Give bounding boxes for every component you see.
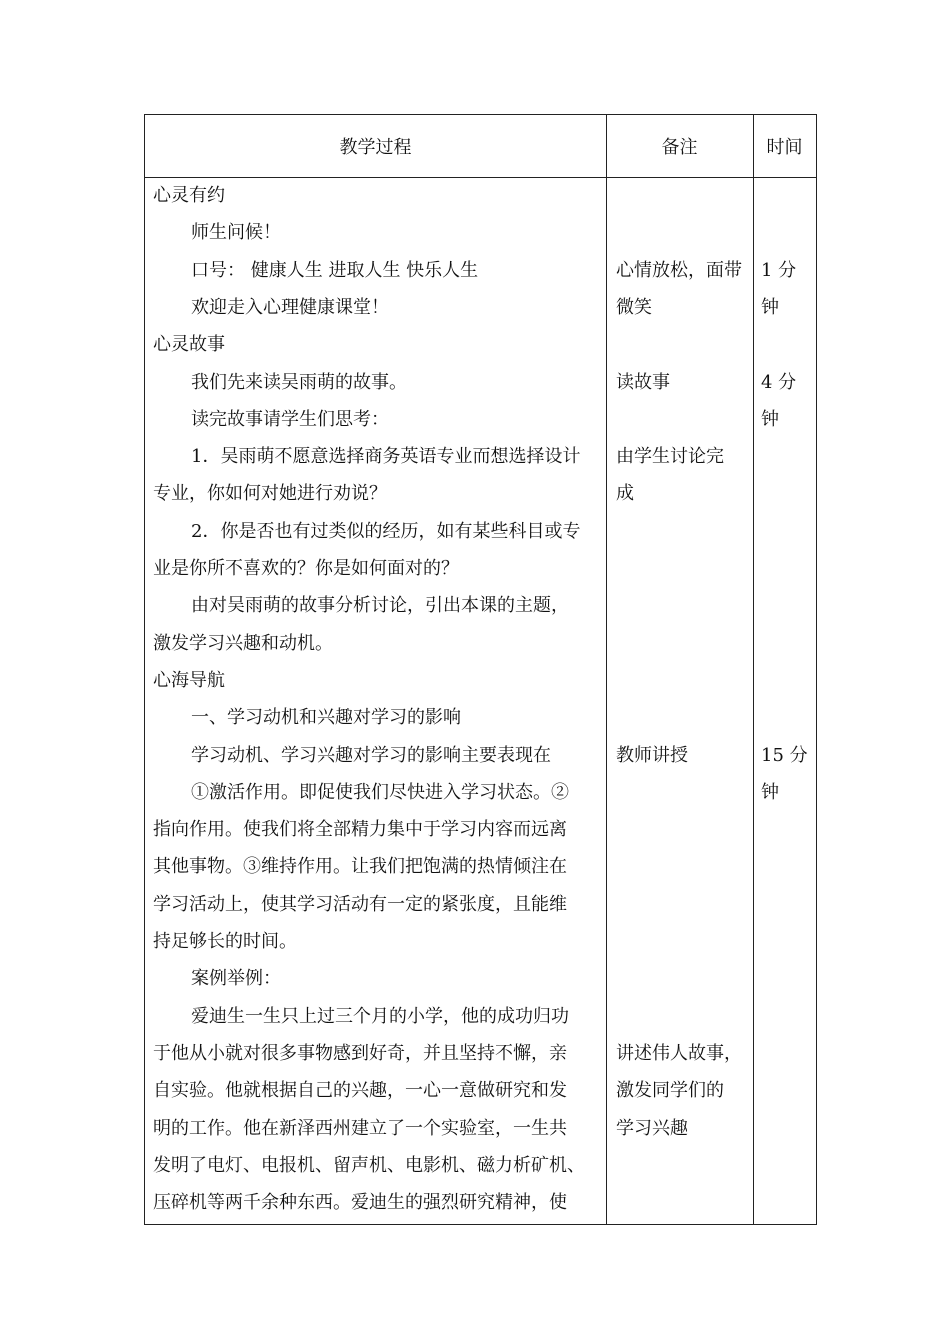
process-line: 1．吴雨萌不愿意选择商务英语专业而想选择设计 [191,446,581,468]
process-line: 读完故事请学生们思考： [191,408,389,430]
process-line: 明的工作。他在新泽西州建立了一个实验室，一生共 [153,1117,567,1139]
notes-line: 微笑 [616,296,652,318]
process-line: 案例举例： [191,968,281,990]
time-line: 15 分 [761,744,808,766]
process-line: 2．你是否也有过类似的经历，如有某些科目或专 [191,520,581,542]
header-time: 时间 [766,137,803,158]
process-line: ①激活作用。即促使我们尽快进入学习状态。② [191,781,569,803]
column-divider-time [753,115,754,1224]
process-line: 压碎机等两千余种东西。爱迪生的强烈研究精神，使 [153,1192,567,1214]
process-line: 欢迎走入心理健康课堂！ [191,296,389,318]
time-line: 钟 [761,296,779,318]
notes-line: 读故事 [616,371,670,393]
process-line: 爱迪生一生只上过三个月的小学，他的成功归功 [191,1005,569,1027]
time-line: 4 分 [761,371,797,393]
notes-line: 学习兴趣 [616,1117,688,1139]
notes-line: 由学生讨论完 [616,446,724,468]
lesson-plan-table [144,114,817,1225]
time-line: 钟 [761,408,779,430]
process-line: 我们先来读吴雨萌的故事。 [191,371,407,393]
process-line: 一、学习动机和兴趣对学习的影响 [191,707,461,729]
process-line: 学习活动上，使其学习活动有一定的紧张度，且能维 [153,893,567,915]
process-line: 心灵有约 [153,185,225,206]
process-line: 由对吴雨萌的故事分析讨论，引出本课的主题， [191,595,569,617]
header-divider [145,177,816,178]
process-line: 口号： 健康人生 进取人生 快乐人生 [191,259,479,281]
process-line: 师生问候！ [191,222,281,244]
process-line: 学习动机、学习兴趣对学习的影响主要表现在 [191,744,551,766]
process-line: 持足够长的时间。 [153,931,297,952]
notes-line: 心情放松，面带 [616,259,742,281]
process-line: 指向作用。使我们将全部精力集中于学习内容而远离 [153,819,567,841]
process-line: 专业，你如何对她进行劝说？ [153,483,387,505]
notes-line: 激发同学们的 [616,1080,724,1102]
process-line: 发明了电灯、电报机、留声机、电影机、磁力析矿机、 [153,1154,585,1176]
time-line: 钟 [761,781,779,803]
notes-line: 讲述伟人故事， [616,1042,742,1064]
process-line: 其他事物。③维持作用。让我们把饱满的热情倾注在 [153,856,567,878]
notes-line: 成 [616,483,634,505]
header-process: 教学过程 [339,137,412,158]
process-line: 心海导航 [153,669,225,691]
notes-line: 教师讲授 [616,744,688,766]
header-notes: 备注 [661,137,698,158]
time-line: 1 分 [761,259,797,281]
process-line: 激发学习兴趣和动机。 [153,632,333,654]
process-line: 于他从小就对很多事物感到好奇，并且坚持不懈，亲 [153,1042,567,1064]
process-line: 心灵故事 [153,334,225,356]
process-line: 自实验。他就根据自己的兴趣，一心一意做研究和发 [153,1080,567,1102]
column-divider-notes [606,115,607,1224]
process-line: 业是你所不喜欢的？你是如何面对的？ [153,558,459,579]
